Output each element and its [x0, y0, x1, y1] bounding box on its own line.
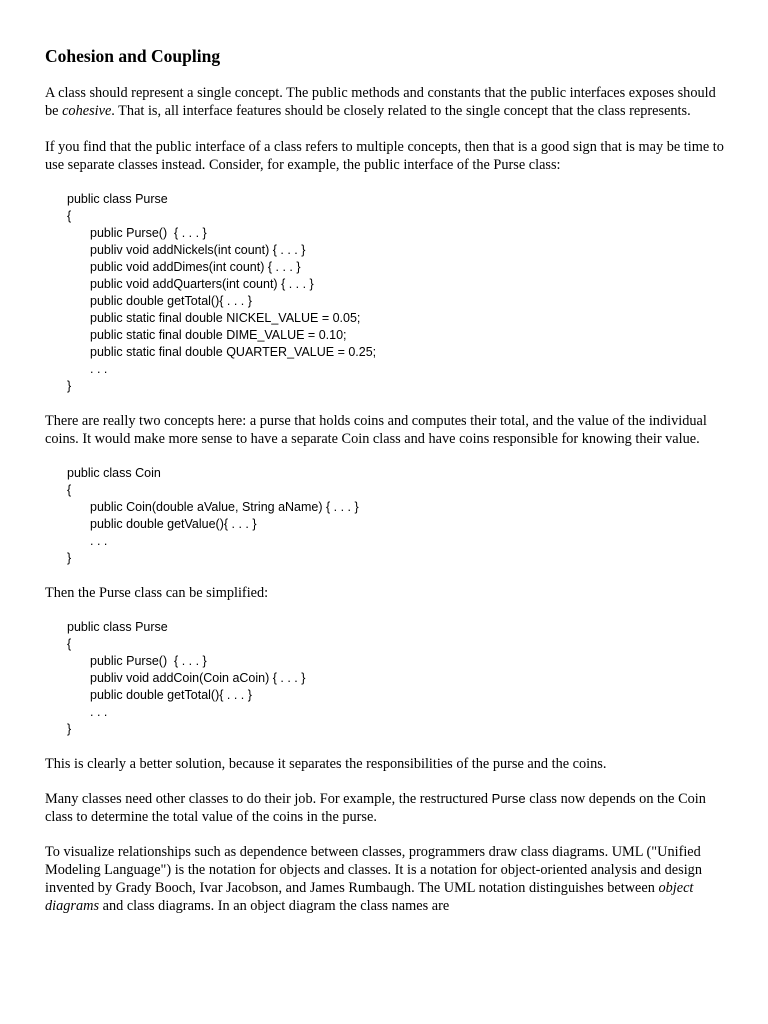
code-block-purse-simplified: [45, 619, 725, 738]
emphasis-cohesive: cohesive: [62, 103, 112, 119]
code-line: public static final double NICKEL_VALUE = 0.05;: [90, 311, 361, 325]
code-line: public static final double DIME_VALUE = 0.10;: [90, 328, 347, 342]
paragraph-text: . That is, all interface features should be closely related to the single concept that the class represents.: [111, 103, 691, 119]
code-block-purse-original: [45, 191, 725, 395]
code-line: public double getTotal(){ . . . }: [90, 294, 252, 308]
code-line: public class Purse: [67, 192, 168, 206]
code-line: {: [67, 209, 72, 223]
paragraph-better-solution: This is clearly a better solution, because it separates the responsibilities of the purse and the coins.: [45, 756, 607, 772]
code-line: publiv void addCoin(Coin aCoin) { . . . }: [90, 671, 306, 685]
paragraph-multiple-concepts: If you find that the public interface of a class refers to multiple concepts, then that is a good sign that is may be time to use separate classes instead. Consider, for example, the public interface of the Purse class:: [45, 139, 724, 173]
code-line: . . .: [90, 362, 108, 376]
paragraph-text: Many classes need other classes to do their job. For example, the restructured: [45, 791, 492, 807]
code-line: }: [67, 551, 72, 565]
code-line: public static final double QUARTER_VALUE = 0.25;: [90, 345, 377, 359]
code-block-coin: [45, 465, 725, 567]
paragraph-simplified: Then the Purse class can be simplified:: [45, 585, 269, 601]
code-line: . . .: [90, 705, 108, 719]
code-line: public class Coin: [67, 466, 161, 480]
code-line: . . .: [90, 534, 108, 548]
paragraph-uml: [45, 843, 725, 915]
code-line: public void addQuarters(int count) { . . . }: [90, 277, 314, 291]
inline-code-purse: Purse: [491, 791, 526, 806]
code-line: public void addDimes(int count) { . . . }: [90, 260, 301, 274]
paragraph-text: A class should represent a single concept. The public methods and constants that the public interfaces exposes should be: [45, 85, 716, 119]
paragraph-dependencies: [45, 790, 725, 826]
code-line: public double getTotal(){ . . . }: [90, 688, 252, 702]
code-line: public Purse() { . . . }: [90, 226, 207, 240]
emphasis-object-diagrams: object diagrams: [45, 880, 694, 914]
code-line: {: [67, 483, 72, 497]
paragraph-cohesion: [45, 84, 725, 120]
paragraph-text: class now depends on the Coin class to determine the total value of the coins in the purse.: [45, 791, 706, 825]
code-line: {: [67, 637, 72, 651]
code-line: public double getValue(){ . . . }: [90, 517, 257, 531]
code-line: }: [67, 722, 72, 736]
paragraph-text: To visualize relationships such as dependence between classes, programmers draw class diagrams. UML ("Unified Modeling Language") is the notation for objects and classes. It is a notation for object-oriented analysis and design invented by Grady Booch, Ivar Jacobson, and James Rumbaugh. The UML notation distinguishes between: [45, 844, 702, 896]
code-line: }: [67, 379, 72, 393]
code-line: public class Purse: [67, 620, 168, 634]
code-line: public Coin(double aValue, String aName) { . . . }: [90, 500, 359, 514]
code-line: publiv void addNickels(int count) { . . . }: [90, 243, 306, 257]
document-page: [45, 44, 725, 915]
paragraph-text: and class diagrams. In an object diagram the class names are: [99, 898, 450, 914]
code-line: public Purse() { . . . }: [90, 654, 207, 668]
section-title: Cohesion and Coupling: [45, 46, 221, 66]
paragraph-two-concepts: There are really two concepts here: a purse that holds coins and computes their total, and the value of the individual coins. It would make more sense to have a separate Coin class and have coins responsible for knowing their value.: [45, 413, 707, 447]
